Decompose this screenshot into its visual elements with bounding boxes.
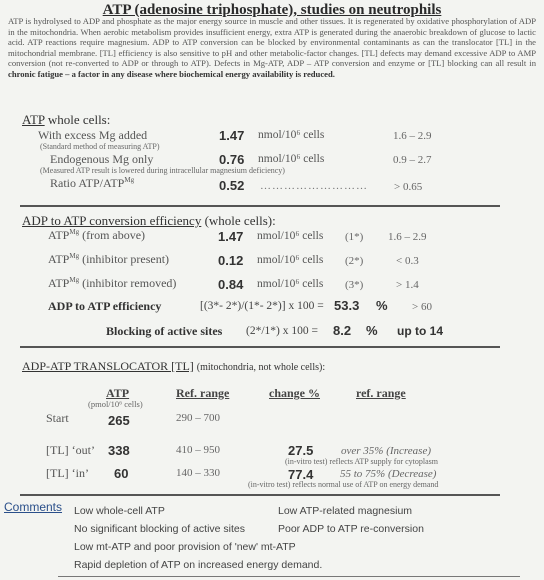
row-excess-mg-value: 1.47 <box>219 128 245 143</box>
conv-row-2-value: 0.12 <box>218 253 244 268</box>
conv-row-1-value: 1.47 <box>218 229 244 244</box>
row-excess-mg-label: With excess Mg added <box>38 128 148 142</box>
tl-start-value: 265 <box>108 413 130 428</box>
ratio-ref: > 0.65 <box>394 181 423 193</box>
blocking-ref: up to 14 <box>397 324 444 338</box>
page-title: ATP (adenosine triphosphate), studies on neutrophils <box>102 2 442 18</box>
conv-row-1-unit: nmol/10⁶ cells <box>257 230 324 242</box>
row-endogenous-label: Endogenous Mg only <box>50 152 154 166</box>
blocking-value: 8.2 <box>333 323 352 338</box>
blocking-unit: % <box>366 323 378 338</box>
conv-row-3-unit: nmol/10⁶ cells <box>257 278 324 290</box>
tl-in-value: 60 <box>114 466 129 481</box>
col-atp-unit: (pmol/10⁶ cells) <box>88 399 143 409</box>
tl-in-note: (in-vitro test) reflects normal use of ATP on energy demand <box>248 480 439 489</box>
intro-mid: – a factor in any disease where <box>65 68 178 79</box>
conv-row-2-tag: (2*) <box>345 255 364 267</box>
row-excess-mg-unit: nmol/10⁶ cells <box>258 129 325 141</box>
tl-out-note: (in-vitro test) reflects ATP supply for cytoplasm <box>285 457 439 466</box>
efficiency-unit: % <box>376 298 388 313</box>
row-endogenous-ref: 0.9 – 2.7 <box>393 154 432 166</box>
translocator-heading: ADP-ATP TRANSLOCATOR [TL] (mitochondria, not whole cells): <box>22 359 326 373</box>
efficiency-ref: > 60 <box>412 301 432 313</box>
conv-row-2-unit: nmol/10⁶ cells <box>257 254 324 266</box>
ratio-dots: ……………………… <box>260 180 368 192</box>
intro-bold-1: chronic fatigue <box>8 68 63 79</box>
efficiency-formula: [(3*- 2*)/(1*- 2*)] x 100 = <box>200 300 324 312</box>
tl-start-label: Start <box>46 411 69 425</box>
ratio-value: 0.52 <box>219 178 245 193</box>
tl-in-change-ref: 55 to 75% (Decrease) <box>340 468 437 480</box>
comment-2: Low ATP-related magnesium <box>278 505 413 517</box>
tl-in-change: 77.4 <box>288 467 314 482</box>
col-atp-header: ATP <box>106 386 130 400</box>
blocking-formula: (2*/1*) x 100 = <box>246 325 318 337</box>
intro-paragraph <box>8 16 536 80</box>
conv-row-3-value: 0.84 <box>218 277 244 292</box>
tl-start-ref: 290 – 700 <box>176 412 220 424</box>
conv-row-1-label: $ATP^{Mg}$ (from above) <box>48 228 146 242</box>
row-excess-mg-ref: 1.6 – 2.9 <box>393 130 432 142</box>
intro-text: ATP is hydrolysed to ADP and phosphate as the major energy source in muscle and other tissues. It is regenerated by oxidative phosphorylation of ADP in the mitochondria. When aerobic metabolism provides insufficient energy, extra ATP is generated during the anaerobic breakdown of glucose to lactic acid. ATP reactions require magnesium. ADP to ATP conversion can be blocked by environmental contaminants as can the translocator [TL] in the mitochondrial membrane. [TL] efficiency is also sensitive to pH and other metabolic-factor changes. [TL] defects may demand excessive ADP to AMP conversion (not re-converted to ADP or through to ATP). Defects in Mg-ATP, ADP – ATP conversion and enzyme or [TL] blocking can all result in <box>8 16 536 69</box>
comment-3: No significant blocking of active sites <box>74 523 245 535</box>
comment-6: Rapid depletion of ATP on increased energy demand. <box>74 559 323 571</box>
tl-out-change: 27.5 <box>288 443 314 458</box>
col-refrange-header: ref. range <box>356 386 406 400</box>
whole-cells-heading: ATP whole cells: <box>22 112 111 127</box>
row-endogenous-note: (Measured ATP result is lowered during intracellular magnesium deficiency) <box>40 166 285 175</box>
row-endogenous-value: 0.76 <box>219 152 245 167</box>
conv-row-2-label: $ATP^{Mg}$ (inhibitor present) <box>48 252 170 266</box>
col-ref-header: Ref. range <box>176 386 230 400</box>
col-change-header: change % <box>269 386 320 400</box>
efficiency-value: 53.3 <box>334 298 360 313</box>
row-excess-mg-note: (Standard method of measuring ATP) <box>40 142 160 151</box>
divider-2 <box>20 346 500 348</box>
divider-3 <box>20 494 500 496</box>
tl-in-label: [TL] ‘in’ <box>46 466 89 480</box>
tl-in-ref: 140 – 330 <box>176 467 220 479</box>
conv-row-2-ref: < 0.3 <box>396 255 419 267</box>
ratio-label: Ratio ATP/$ATP^{Mg}$ <box>50 176 135 190</box>
tl-out-ref: 410 – 950 <box>176 444 220 456</box>
intro-bold-2: biochemical energy availability is reduced. <box>179 68 335 79</box>
tl-out-value: 338 <box>108 443 130 458</box>
conv-row-1-ref: 1.6 – 2.9 <box>388 231 427 243</box>
blocking-label: Blocking of active sites <box>106 324 223 338</box>
conversion-heading: ADP to ATP conversion efficiency (whole cells): <box>22 213 276 228</box>
conv-row-3-tag: (3*) <box>345 279 364 291</box>
conv-row-1-tag: (1*) <box>345 231 364 243</box>
divider-bottom <box>58 576 520 577</box>
divider-1 <box>20 205 500 207</box>
efficiency-label: ADP to ATP efficiency <box>48 299 162 313</box>
comment-4: Poor ADP to ATP re-conversion <box>278 523 424 535</box>
tl-out-label: [TL] ‘out’ <box>46 443 95 457</box>
comment-1: Low whole-cell ATP <box>74 505 165 517</box>
conv-row-3-label: $ATP^{Mg}$ (inhibitor removed) <box>48 276 177 290</box>
comment-5: Low mt-ATP and poor provision of 'new' mt-ATP <box>74 541 296 553</box>
conv-row-3-ref: > 1.4 <box>396 279 419 291</box>
row-endogenous-unit: nmol/10⁶ cells <box>258 153 325 165</box>
comments-link[interactable]: Comments <box>4 500 63 514</box>
tl-out-change-ref: over 35% (Increase) <box>341 445 431 457</box>
